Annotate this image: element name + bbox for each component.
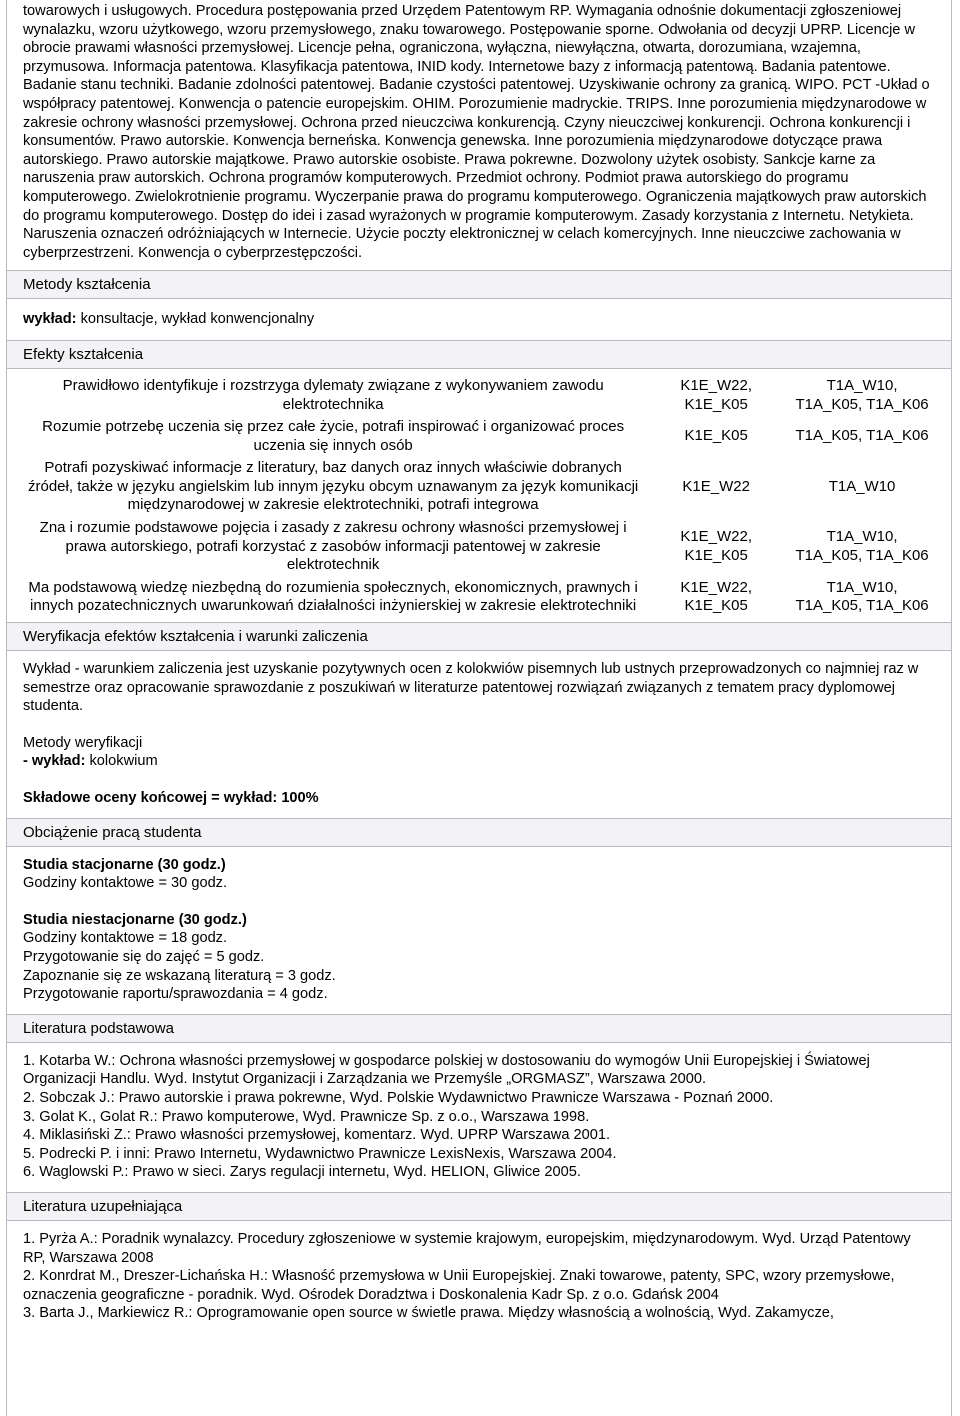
spacer bbox=[23, 771, 935, 789]
effects-header: Efekty kształcenia bbox=[7, 341, 951, 369]
verification-section bbox=[7, 651, 951, 819]
verification-header: Weryfikacja efektów kształcenia i warunki zaliczenia bbox=[7, 623, 951, 651]
effects-row bbox=[23, 517, 935, 577]
verification-methods-line bbox=[23, 752, 935, 771]
full-time-lines bbox=[23, 874, 935, 893]
workload-section bbox=[7, 847, 951, 1015]
workload-header: Obciążenie pracą studenta bbox=[7, 819, 951, 847]
part-time-title bbox=[23, 911, 935, 930]
workload-line: Zapoznanie się ze wskazaną literaturą = 3 godz. bbox=[23, 967, 336, 984]
area-effect-codes: T1A_W10, T1A_K05, T1A_K06 bbox=[795, 578, 929, 615]
bibliography-item: 3. Barta J., Markiewicz R.: Oprogramowanie open source w świetle prawa. Między własnością a wolnością, Wyd. Zakamycze, bbox=[23, 1305, 834, 1322]
direction-effect-codes: K1E_W22 bbox=[682, 477, 750, 495]
verification-methods-value: kolokwium bbox=[85, 753, 158, 770]
basic-literature-header: Literatura podstawowa bbox=[7, 1015, 951, 1043]
bibliography-item: 4. Miklasiński Z.: Prawo własności przemysłowej, komentarz. Wyd. UPRP Warszawa 2001. bbox=[23, 1127, 611, 1144]
effects-row bbox=[23, 416, 935, 457]
part-time-title-text: Studia niestacjonarne (30 godz.) bbox=[23, 911, 247, 928]
final-grade-components bbox=[23, 789, 935, 808]
effects-row bbox=[23, 375, 935, 416]
supplementary-literature-header: Literatura uzupełniająca bbox=[7, 1193, 951, 1221]
part-time-lines bbox=[23, 929, 935, 1003]
effect-description: Zna i rozumie podstawowe pojęcia i zasady z zakresu ochrony własności przemysłowej i prawa autorskiego, potrafi korzystać z zasobów informacji patentowej w zakresie elektrotechnik bbox=[39, 519, 627, 574]
bibliography-item: 5. Podrecki P. i inni: Prawo Internetu, Wydawnictwo Prawnicze LexisNexis, Warszawa 2004. bbox=[23, 1145, 617, 1162]
spacer bbox=[23, 893, 935, 911]
area-effect-codes: T1A_W10, T1A_K05, T1A_K06 bbox=[795, 376, 929, 413]
verification-methods-title: Metody weryfikacji bbox=[23, 734, 143, 751]
direction-effect-codes: K1E_K05 bbox=[684, 427, 748, 445]
basic-literature-list bbox=[7, 1043, 951, 1193]
spacer bbox=[23, 716, 935, 734]
effect-description: Rozumie potrzebę uczenia się przez całe życie, potrafi inspirować i organizować proces uczenia się innych osób bbox=[42, 418, 625, 454]
area-effect-codes: T1A_W10 bbox=[828, 477, 896, 495]
bibliography-item: 6. Waglowski P.: Prawo w sieci. Zarys regulacji internetu, Wyd. HELION, Gliwice 2005. bbox=[23, 1164, 581, 1181]
methods-line bbox=[23, 310, 935, 329]
full-time-title bbox=[23, 856, 935, 875]
methods-header: Metody kształcenia bbox=[7, 271, 951, 299]
course-content-section bbox=[7, 0, 951, 271]
direction-effect-codes: K1E_W22, K1E_K05 bbox=[680, 528, 753, 564]
bibliography-item: 1. Kotarba W.: Ochrona własności przemysłowej w gospodarce polskiej w dostosowaniu do wymogów Unii Europejskiej i Światowej Organizacji Handlu. Wyd. Instytut Organizacji i Zarządzania we Przemyśle „ORGMASZ”, Warszawa 2000. bbox=[23, 1052, 870, 1088]
direction-effect-codes: K1E_W22, K1E_K05 bbox=[680, 578, 753, 615]
effects-row bbox=[23, 577, 935, 618]
effects-section bbox=[7, 369, 951, 623]
bibliography-item: 3. Golat K., Golat R.: Prawo komputerowe, Wyd. Prawnicze Sp. z o.o., Warszawa 1998. bbox=[23, 1108, 590, 1125]
methods-value: konsultacje, wykład konwencjonalny bbox=[76, 311, 315, 328]
workload-line: Godziny kontaktowe = 18 godz. bbox=[23, 930, 228, 947]
verification-methods-label: - wykład: bbox=[23, 753, 86, 770]
bibliography-item: 2. Sobczak J.: Prawo autorskie i prawa pokrewne, Wyd. Polskie Wydawnictwo Prawnicze Warszawa - Poznań 2000. bbox=[23, 1089, 774, 1106]
workload-line: Przygotowanie się do zajęć = 5 godz. bbox=[23, 948, 265, 965]
verification-text: Wykład - warunkiem zaliczenia jest uzyskanie pozytywnych ocen z kolokwiów pisemnych lub ustnych przeprowadzonych co najmniej raz w semestrze oraz opracowanie sprawozdanie z poszukiwań w literaturze patentowej rozwiązań związanych z tematem pracy dyplomowej studenta. bbox=[23, 661, 919, 715]
effect-description: Ma podstawową wiedzę niezbędną do rozumienia społecznych, ekonomicznych, prawnych i innych pozatechnicznych uwarunkowań działalności inżynierskiej w zakresie elektrotechniki bbox=[28, 578, 638, 615]
full-time-title-text: Studia stacjonarne (30 godz.) bbox=[23, 856, 226, 873]
final-grade-text: Składowe oceny końcowej = wykład: 100% bbox=[23, 790, 319, 806]
workload-line: Przygotowanie raportu/sprawozdania = 4 godz. bbox=[23, 986, 328, 1003]
effect-description: Potrafi pozyskiwać informacje z literatury, baz danych oraz innych właściwie dobranych źródeł, także w języku angielskim lub innym języku obcym uznawanym za język komunikacji międzynarodowej w zakresie elektrotechniki, potrafi integrowa bbox=[28, 459, 639, 514]
methods-section bbox=[7, 299, 951, 341]
area-effect-codes: T1A_W10, T1A_K05, T1A_K06 bbox=[795, 528, 929, 564]
effects-table bbox=[23, 375, 935, 618]
methods-label: wykład: bbox=[23, 311, 77, 328]
supplementary-literature-list bbox=[7, 1221, 951, 1331]
course-content-text: towarowych i usługowych. Procedura postępowania przed Urzędem Patentowym RP. Wymagania odnośnie dokumentacji zgłoszeniowej wynalazku, wzoru użytkowego, wzoru przemysłowego, znaku towarowego. Postępowanie sporne. Odwołania od decyzji UPRP. Licencje w obrocie prawami własności przemysłowej. Licencje pełna, ograniczona, wyłączna, niewyłączna, otwarta, dorozumiana, wzajemna, przymusowa. Informacja patentowa. Klasyfikacja patentowa, INID kody. Internetowe bazy z informacją patentową. Badania patentowe. Badanie stanu techniki. Badanie zdolności patentowej. Badanie czystości patentowej. Uzyskiwanie ochrony za granicą. WIPO. PCT -Układ o współpracy patentowej. Konwencja o patencie europejskim. OHIM. Porozumienie madryckie. TRIPS. Inne porozumienia międzynarodowe w zakresie ochrony własności przemysłowej. Ochrona przed nieuczciwa konkurencją. Czyny nieuczciwej konkurencji. Ochrona konkurencji i konsumentów. Prawo autorskie. Konwencja berneńska. Konwencja genewska. Inne porozumienia międzynarodowe dotyczące prawa autorskiego. Prawo autorskie majątkowe. Prawo autorskie osobiste. Prawa pokrewne. Dozwolony użytek osobisty. Sankcje karne za naruszenia praw autorskich. Ochrona programów komputerowych. Przedmiot ochrony. Podmiot prawa autorskiego do programu komputerowego. Zwielokrotnienie programu. Wyczerpanie prawa do programu komputerowego. Ograniczenia majątkowych praw autorskich do programu komputerowego. Dostęp do idei i zasad wyrażonych w programie komputerowym. Zasady korzystania z Internetu. Netykieta. Naruszenia oznaczeń odróżniających w Internecie. Użycie poczty elektronicznej w celach komercyjnych. Inne nieuczciwe zachowania w cyberprzestrzeni. Konwencja o cyberprzestępczości. bbox=[23, 3, 930, 261]
effects-row bbox=[23, 457, 935, 517]
area-effect-codes: T1A_K05, T1A_K06 bbox=[795, 427, 929, 445]
direction-effect-codes: K1E_W22, K1E_K05 bbox=[680, 376, 753, 413]
bibliography-item: 1. Pyrża A.: Poradnik wynalazcy. Procedury zgłoszeniowe w systemie krajowym, europejskim, międzynarodowym. Wyd. Urząd Patentowy RP, Warszawa 2008 bbox=[23, 1230, 911, 1266]
bibliography-item: 2. Konrdrat M., Dreszer-Lichańska H.: Własność przemysłowa w Unii Europejskiej. Znaki towarowe, patenty, SPC, wzory przemysłowe, oznaczenia geograficzne - poradnik. Wyd. Ośrodek Doradztwa i Doskonalenia Kadr Sp. z o.o. Gdańsk 2004 bbox=[23, 1268, 895, 1303]
effect-description: Prawidłowo identyfikuje i rozstrzyga dylematy związane z wykonywaniem zawodu elektrotechnika bbox=[62, 376, 604, 413]
syllabus-page bbox=[6, 0, 952, 1416]
workload-line: Godziny kontaktowe = 30 godz. bbox=[23, 875, 228, 892]
